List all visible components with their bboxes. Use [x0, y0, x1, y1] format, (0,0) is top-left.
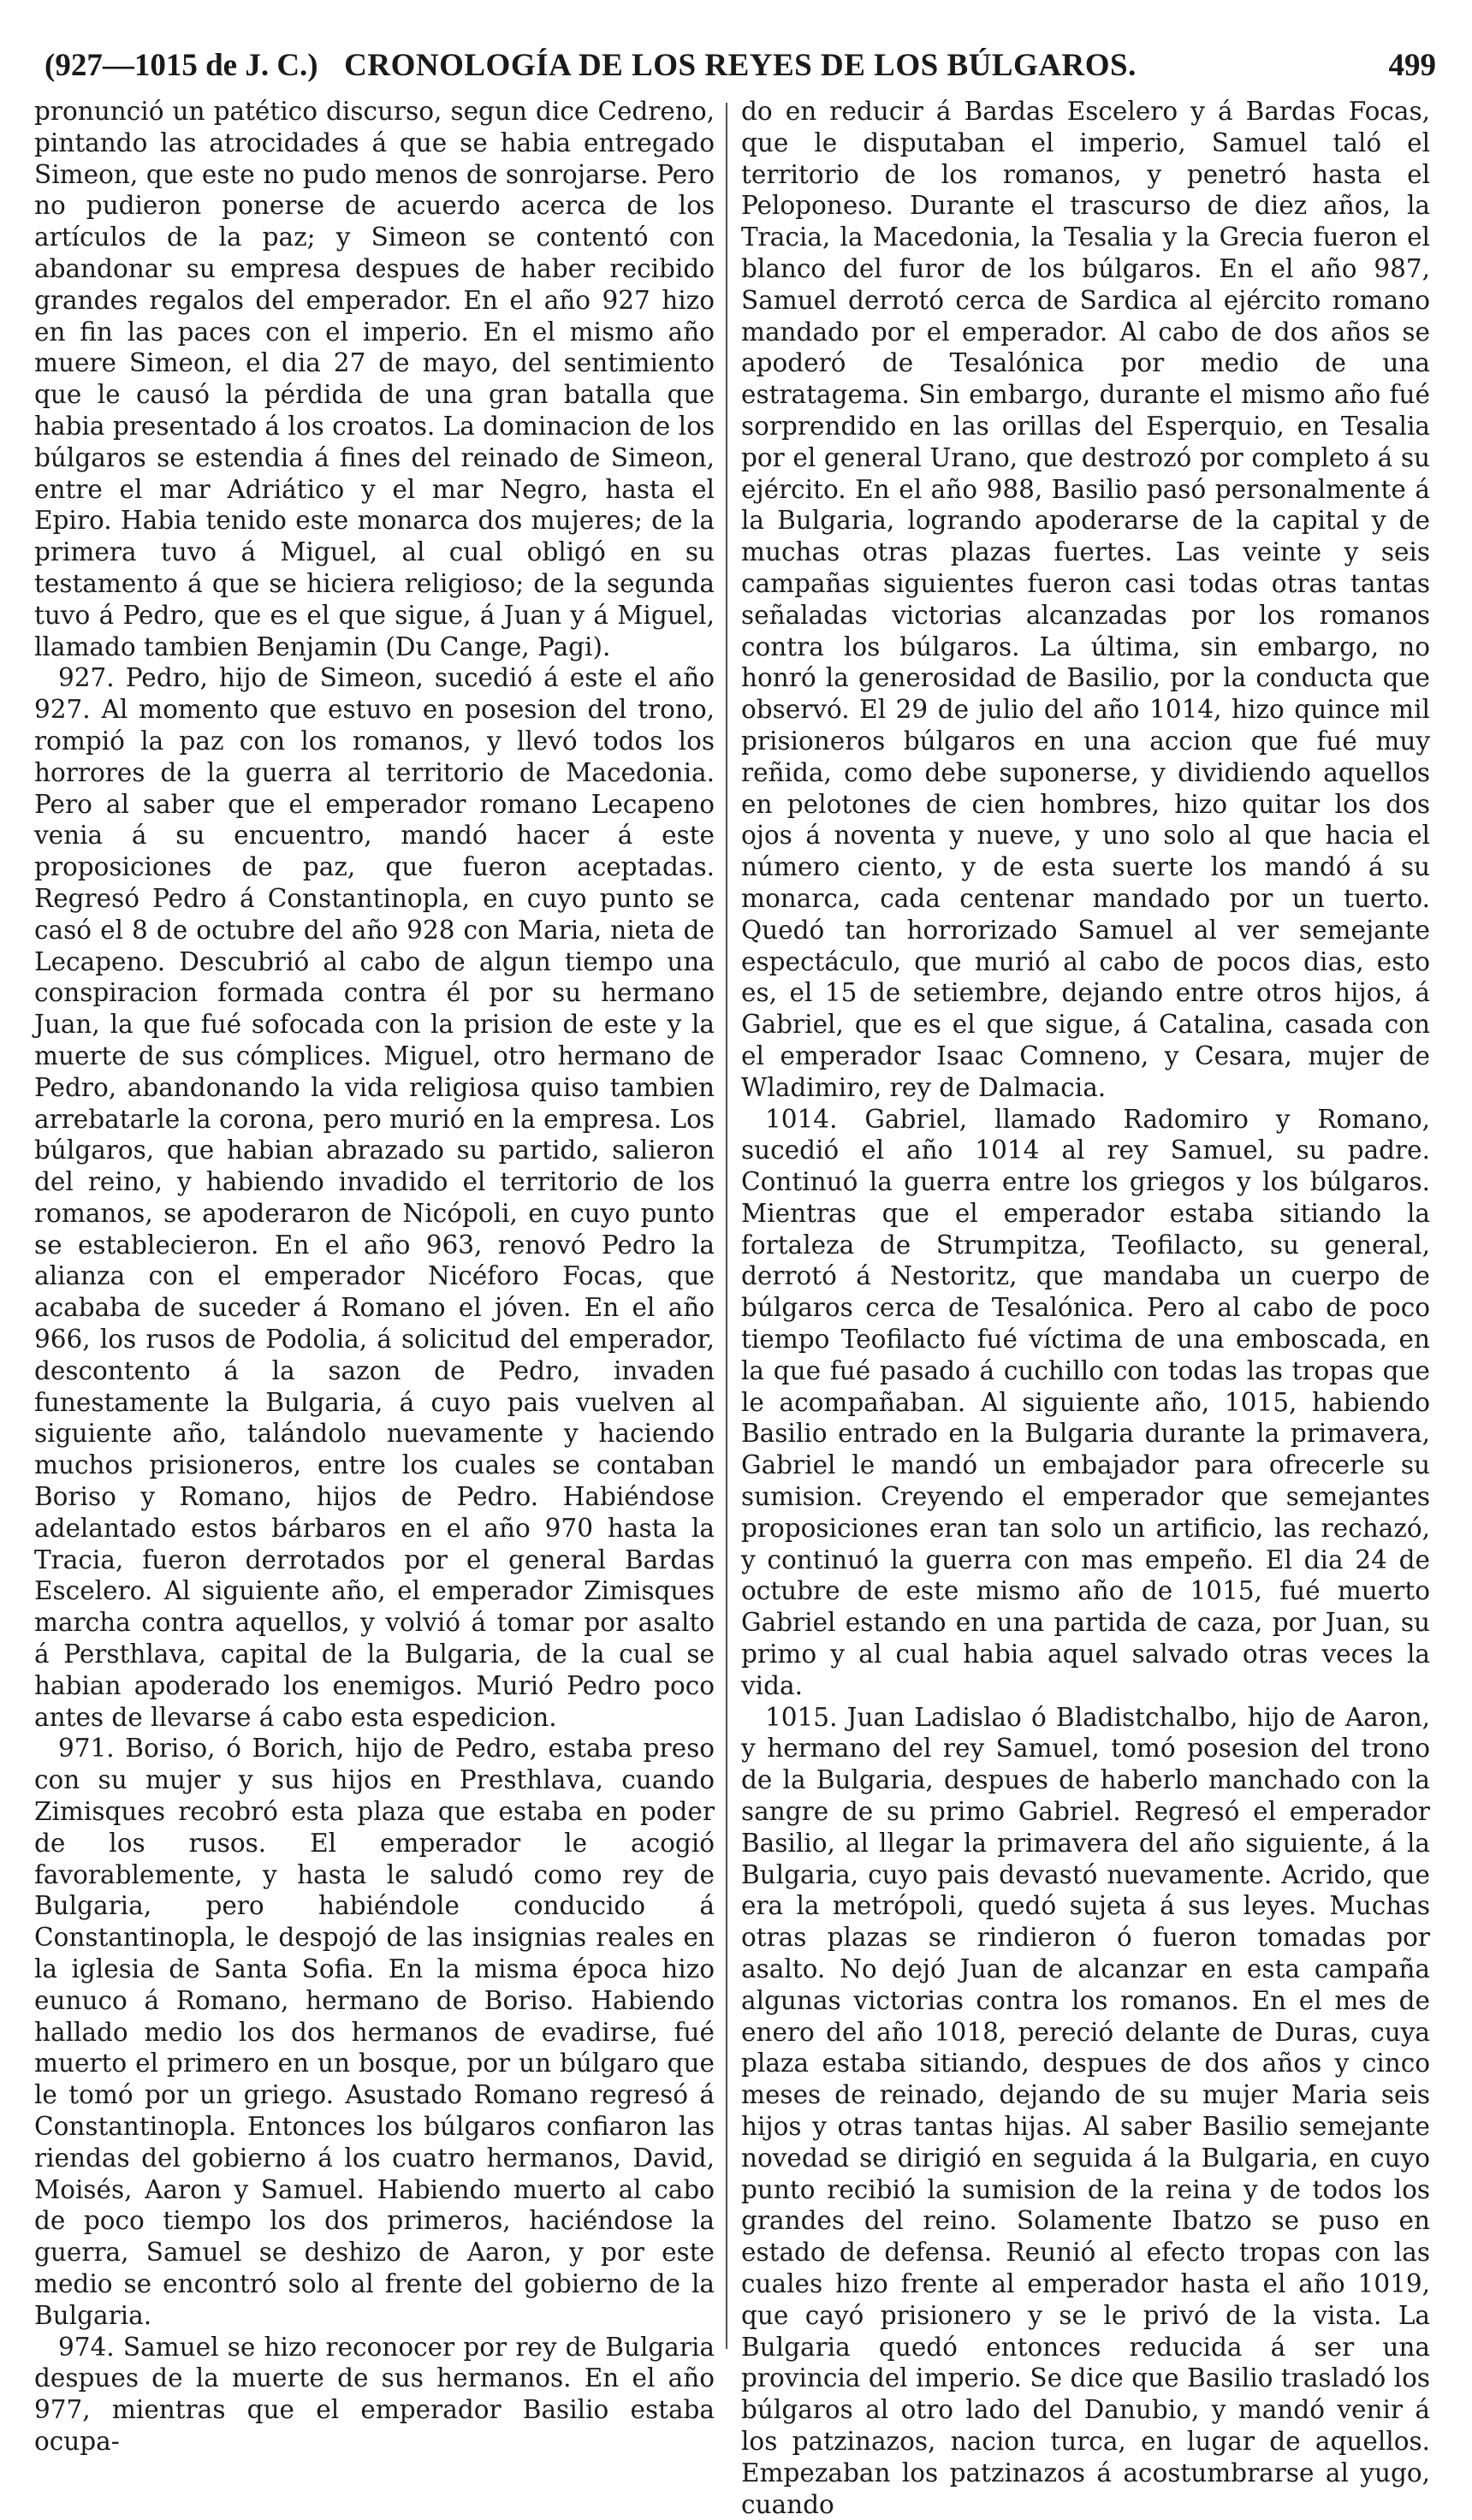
right-column [741, 96, 1430, 2520]
header-title: CRONOLOGÍA DE LOS REYES DE LOS BÚLGAROS. [344, 48, 1137, 83]
left-paragraph-1: pronunció un patético discurso, segun dice Cedreno, pintando las atrocidades á que se habia entregado Simeon, que este no pudo menos de sonrojarse. Pero no pudieron ponerse de acuerdo acerca de los artículos de la paz; y Simeon se contentó con abandonar su empresa despues de haber recibido grandes regalos del emperador. En el año 927 hizo en fin las paces con el imperio. En el mismo año muere Simeon, el dia 27 de mayo, del sentimiento que le causó la pérdida de una gran batalla que habia presentado á los croatos. La dominacion de los búlgaros se estendia á fines del reinado de Simeon, entre el mar Adriático y el mar Negro, hasta el Epiro. Habia tenido este monarca dos mujeres; de la primera tuvo á Miguel, al cual obligó en su testamento á que se hiciera religioso; de la segunda tuvo á Pedro, que es el que sigue, á Juan y á Miguel, llamado tambien Benjamin (Du Cange, Pagi). [34, 97, 715, 661]
column-divider [726, 103, 727, 2349]
right-paragraph-2: 1014. Gabriel, llamado Radomiro y Romano, sucedió el año 1014 al rey Samuel, su padre. Continuó la guerra entre los griegos y los búlgaros. Mientras que el emperador estaba sitiando la fortaleza de Strumpitza, Teofilacto, su general, derrotó á Nestoritz, que mandaba un cuerpo de búlgaros cerca de Tesalónica. Pero al cabo de poco tiempo Teofilacto fué víctima de una emboscada, en la que fué pasado á cuchillo con todas las tropas que le acompañaban. Al siguiente año, 1015, habiendo Basilio entrado en la Bulgaria durante la primavera, Gabriel le mandó un embajador para ofrecerle su sumision. Creyendo el emperador que semejantes proposiciones eran tan solo un artificio, las rechazó, y continuó la guerra con mas empeño. El dia 24 de octubre de este mismo año de 1015, fué muerto Gabriel estando en una partida de caza, por Juan, su primo y al cual habia aquel salvado otras veces la vida. [741, 1104, 1430, 1700]
left-paragraph-2: 927. Pedro, hijo de Simeon, sucedió á este el año 927. Al momento que estuvo en posesion del trono, rompió la paz con los romanos, y llevó todos los horrores de la guerra al territorio de Macedonia. Pero al saber que el emperador romano Lecapeno venia á su encuentro, mandó hacer á este proposiciones de paz, que fueron aceptadas. Regresó Pedro á Constantinopla, en cuyo punto se casó el 8 de octubre del año 928 con Maria, nieta de Lecapeno. Descubrió al cabo de algun tiempo una conspiracion formada contra él por su hermano Juan, la que fué sofocada con la prision de este y la muerte de sus cómplices. Miguel, otro hermano de Pedro, abandonando la vida religiosa quiso tambien arrebatarle la corona, pero murió en la empresa. Los búlgaros, que habian abrazado su partido, salieron del reino, y habiendo invadido el territorio de los romanos, se apoderaron de Nicópoli, en cuyo punto se establecieron. En el año 963, renovó Pedro la alianza con el emperador Nicéforo Focas, que acababa de suceder á Romano el jóven. En el año 966, los rusos de Podolia, á solicitud del emperador, descontento á la sazon de Pedro, invaden funestamente la Bulgaria, á cuyo pais vuelven al siguiente año, talándolo nuevamente y haciendo muchos prisioneros, entre los cuales se contaban Boriso y Romano, hijos de Pedro. Habiéndose adelantado estos bárbaros en el año 970 hasta la Tracia, fueron derrotados por el general Bardas Escelero. Al siguiente año, el emperador Zimisques marcha contra aquellos, y volvió á tomar por asalto á Persthlava, capital de la Bulgaria, de la cual se habian apoderado los enemigos. Murió Pedro poco antes de llevarse á cabo esta espedicion. [34, 663, 715, 1732]
page-number: 499 [1388, 48, 1436, 83]
right-paragraph-3: 1015. Juan Ladislao ó Bladistchalbo, hijo de Aaron, y hermano del rey Samuel, tomó posesion del trono de la Bulgaria, despues de haberlo manchado con la sangre de su primo Gabriel. Regresó el emperador Basilio, al llegar la primavera del año siguiente, á la Bulgaria, cuyo pais devastó nuevamente. Acrido, que era la metrópoli, quedó sujeta á sus leyes. Muchas otras plazas se rindieron ó fueron tomadas por asalto. No dejó Juan de alcanzar en esta campaña algunas victorias contra los romanos. En el mes de enero del año 1018, pereció delante de Duras, cuya plaza estaba sitiando, despues de dos años y cinco meses de reinado, dejando de su mujer Maria seis hijos y otras tantas hijas. Al saber Basilio semejante novedad se dirigió en seguida á la Bulgaria, en cuyo punto recibió la sumision de la reina y de todos los grandes del reino. Solamente Ibatzo se puso en estado de defensa. Reunió al efecto tropas con las cuales hizo frente al emperador hasta el año 1019, que cayó prisionero y se le privó de la vista. La Bulgaria quedó entonces reducida á ser una provincia del imperio. Se dice que Basilio trasladó los búlgaros al otro lado del Danubio, y mandó venir á los patzinazos, nacion turca, en lugar de aquellos. Empezaban los patzinazos á acostumbrarse al yugo, cuando [741, 1702, 1430, 2519]
page-header [45, 44, 1436, 87]
left-paragraph-4: 974. Samuel se hizo reconocer por rey de Bulgaria despues de la muerte de sus hermanos. En el año 977, mientras que el emperador Basilio estaba ocupa- [34, 2332, 715, 2456]
header-date-range: (927—1015 de J. C.) [45, 48, 318, 83]
right-paragraph-1: do en reducir á Bardas Escelero y á Bardas Focas, que le disputaban el imperio, Samuel taló el territorio de los romanos, y penetró hasta el Peloponeso. Durante el trascurso de diez años, la Tracia, la Macedonia, la Tesalia y la Grecia fueron el blanco del furor de los búlgaros. En el año 987, Samuel derrotó cerca de Sardica al ejército romano mandado por el emperador. Al cabo de dos años se apoderó de Tesalónica por medio de una estratagema. Sin embargo, durante el mismo año fué sorprendido en las orillas del Esperquio, en Tesalia por el general Urano, que destrozó por completo á su ejército. En el año 988, Basilio pasó personalmente á la Bulgaria, logrando apoderarse de la capital y de muchas otras plazas fuertes. Las veinte y seis campañas siguientes fueron casi todas otras tantas señaladas victorias alcanzadas por los romanos contra los búlgaros. La última, sin embargo, no honró la generosidad de Basilio, por la conducta que observó. El 29 de julio del año 1014, hizo quince mil prisioneros búlgaros en una accion que fué muy reñida, como debe suponerse, y dividiendo aquellos en pelotones de cien hombres, hizo quitar los dos ojos á noventa y nueve, y uno solo al que hacia el número ciento, y de esta suerte los mandó á su monarca, cada centenar mandado por un tuerto. Quedó tan horrorizado Samuel al ver semejante espectáculo, que murió al cabo de pocos dias, esto es, el 15 de setiembre, dejando entre otros hijos, á Gabriel, que es el que sigue, á Catalina, casada con el emperador Isaac Comneno, y Cesara, mujer de Wladimiro, rey de Dalmacia. [741, 97, 1430, 1102]
left-column [34, 96, 715, 2458]
left-paragraph-3: 971. Boriso, ó Borich, hijo de Pedro, estaba preso con su mujer y sus hijos en Presthlava, cuando Zimisques recobró esta plaza que estaba en poder de los rusos. El emperador le acogió favorablemente, y hasta le saludó como rey de Bulgaria, pero habiéndole conducido á Constantinopla, le despojó de las insignias reales en la iglesia de Santa Sofia. En la misma época hizo eunuco á Romano, hermano de Boriso. Habiendo hallado medio los dos hermanos de evadirse, fué muerto el primero en un bosque, por un búlgaro que le tomó por un griego. Asustado Romano regresó á Constantinopla. Entonces los búlgaros confiaron las riendas del gobierno á los cuatro hermanos, David, Moisés, Aaron y Samuel. Habiendo muerto al cabo de poco tiempo los dos primeros, haciéndose la guerra, Samuel se deshizo de Aaron, y por este medio se encontró solo al frente del gobierno de la Bulgaria. [34, 1734, 715, 2330]
